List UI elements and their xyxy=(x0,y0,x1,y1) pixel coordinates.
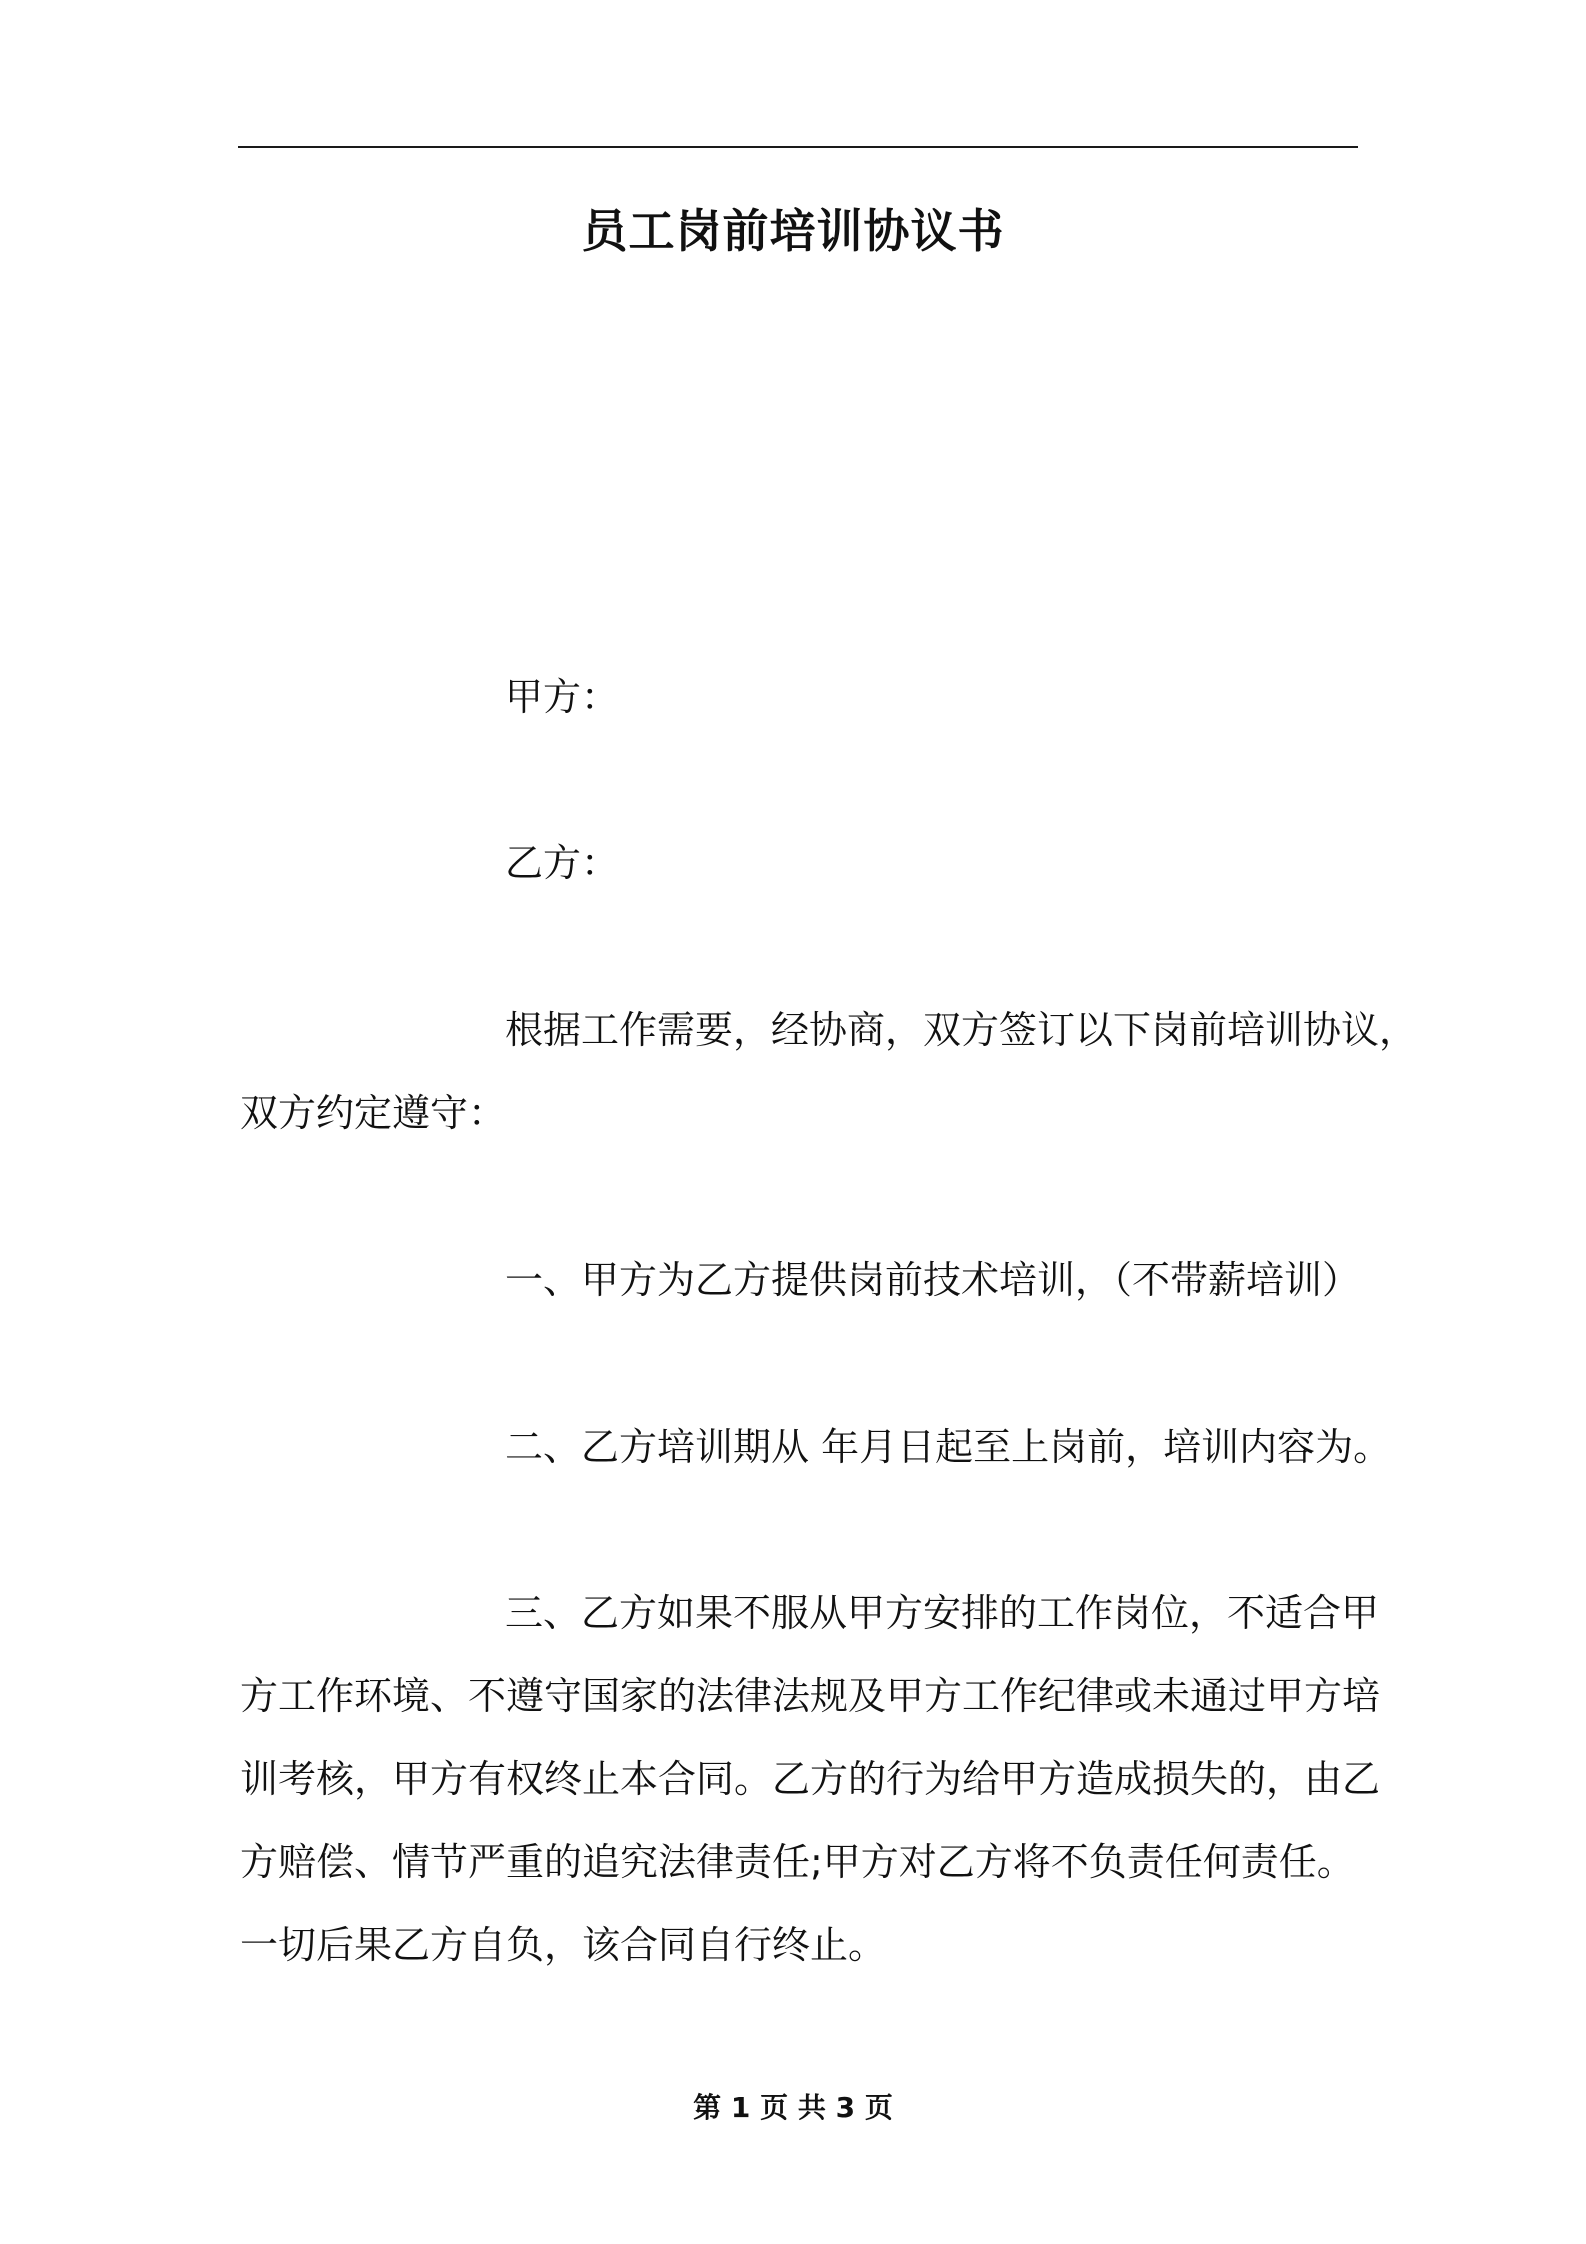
clause-3-line-4: 方赔偿、情节严重的追究法律责任;甲方对乙方将不负责任何责任。 xyxy=(240,1840,1355,1884)
intro-line-1: 根据工作需要，经协商，双方签订以下岗前培训协议， xyxy=(505,1008,1418,1052)
clause-3-line-3: 训考核，甲方有权终止本合同。乙方的行为给甲方造成损失的，由乙 xyxy=(240,1757,1381,1801)
clause-1: 一、甲方为乙方提供岗前技术培训，（不带薪培训） xyxy=(505,1258,1361,1302)
intro-line-2: 双方约定遵守： xyxy=(240,1091,507,1135)
document-title: 员工岗前培训协议书 xyxy=(581,204,1005,258)
clause-2: 二、乙方培训期从 年月日起至上岗前，培训内容为。 xyxy=(505,1425,1392,1469)
clause-3-line-1: 三、乙方如果不服从甲方安排的工作岗位，不适合甲 xyxy=(505,1591,1380,1635)
party-b-label: 乙方： xyxy=(505,841,620,885)
clause-3-line-2: 方工作环境、不遵守国家的法律法规及甲方工作纪律或未通过甲方培 xyxy=(240,1674,1381,1718)
header-rule xyxy=(238,146,1358,148)
party-a-label: 甲方： xyxy=(505,675,620,719)
clause-3-line-5: 一切后果乙方自负，该合同自行终止。 xyxy=(240,1923,887,1967)
page-number: 第 1 页 共 3 页 xyxy=(693,2091,893,2124)
